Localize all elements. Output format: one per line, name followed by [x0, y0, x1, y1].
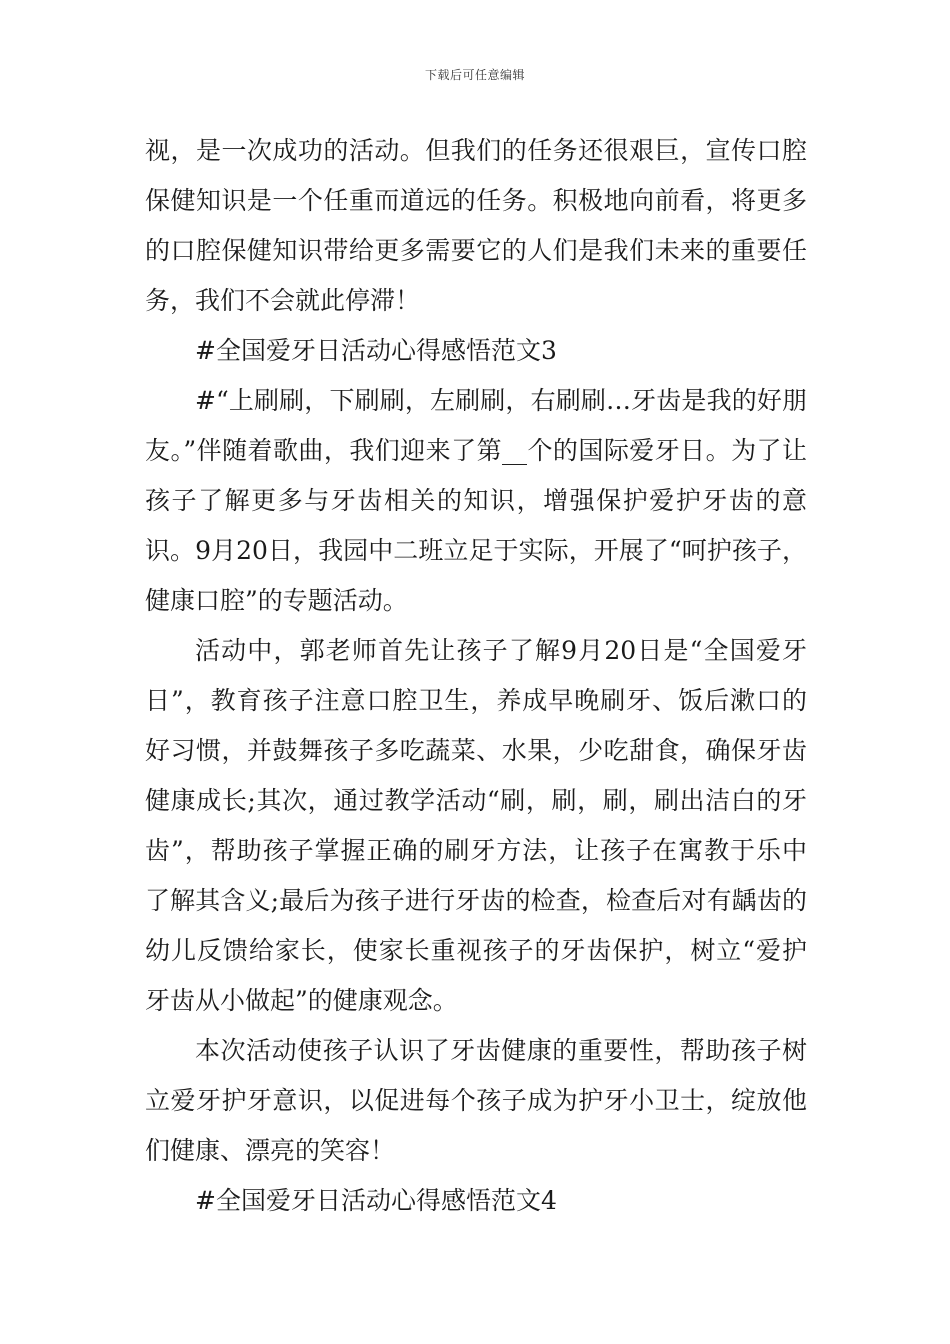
section-heading: #全国爱牙日活动心得感悟范文4 [195, 1186, 557, 1215]
paragraph: 活动中，郭老师首先让孩子了解9月20日是“全国爱牙日”，教育孩子注意口腔卫生，养成早晚刷牙、饭后漱口的好习惯，并鼓舞孩子多吃蔬菜、水果，少吃甜食，确保牙齿健康成长;其次，通过教学活动“刷，刷，刷，刷出洁白的牙齿”，帮助孩子掌握正确的刷牙方法，让孩子在寓教于乐中了解其含义;最后为孩子进行牙齿的检查，检查后对有龋齿的幼儿反馈给家长，使家长重视孩子的牙齿保护，树立“爱护牙齿从小做起”的健康观念。 [145, 636, 807, 1015]
document-body [145, 126, 807, 1226]
paragraph: #“上刷刷，下刷刷，左刷刷，右刷刷…牙齿是我的好朋友。”伴随着歌曲，我们迎来了第__个的国际爱牙日。为了让孩子了解更多与牙齿相关的知识，增强保护爱护牙齿的意识。9月20日，我园中二班立足于实际，开展了“呵护孩子，健康口腔”的专题活动。 [145, 386, 807, 615]
section-heading: #全国爱牙日活动心得感悟范文3 [195, 336, 557, 365]
page-header-note: 下载后可任意编辑 [424, 68, 525, 82]
paragraph: 视，是一次成功的活动。但我们的任务还很艰巨，宣传口腔保健知识是一个任重而道远的任务。积极地向前看，将更多的口腔保健知识带给更多需要它的人们是我们未来的重要任务，我们不会就此停滞！ [145, 136, 807, 315]
paragraph: 本次活动使孩子认识了牙齿健康的重要性，帮助孩子树立爱牙护牙意识，以促进每个孩子成为护牙小卫士，绽放他们健康、漂亮的笑容！ [145, 1036, 807, 1165]
